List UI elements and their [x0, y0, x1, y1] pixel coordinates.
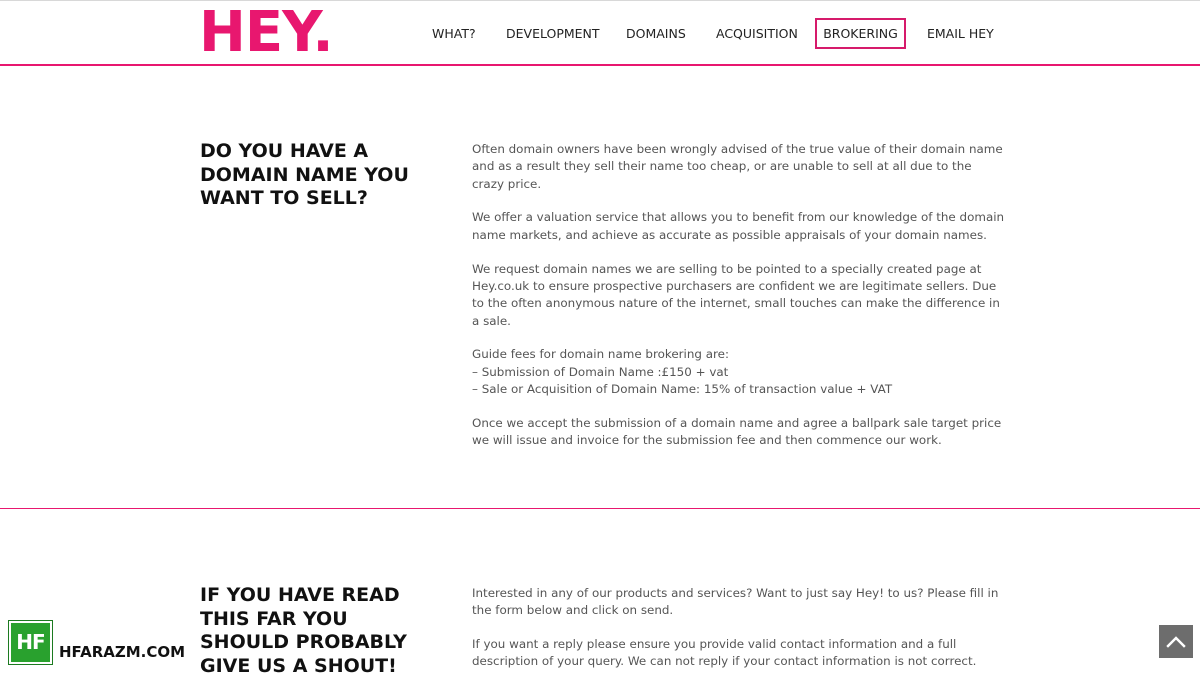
- fees-paragraph: Guide fees for domain name brokering are: – Submission of Domain Name :£150 + vat – Sale or Acquisition of Domain Name: 15% of transaction value + VAT: [472, 347, 893, 397]
- nav-email-hey[interactable]: EMAIL HEY: [927, 26, 994, 41]
- nav-development[interactable]: DEVELOPMENT: [506, 26, 600, 41]
- paragraph: We request domain names we are selling to be pointed to a specially created page at Hey.co.uk to ensure prospective purchasers are confident we are legitimate sellers. Due to the often anonymous nature of the internet, small touches can make the difference in a sale.: [472, 261, 1000, 328]
- watermark-badge: HF: [9, 621, 52, 664]
- main-nav: [0, 18, 1200, 49]
- chevron-up-icon: [1159, 625, 1193, 658]
- section-heading-contact: IF YOU HAVE READ THIS FAR YOU SHOULD PROBABLY GIVE US A SHOUT!: [200, 584, 407, 677]
- paragraph: Interested in any of our products and services? Want to just say Hey! to us? Please fill in the form below and click on send.: [472, 586, 999, 618]
- nav-brokering[interactable]: BROKERING: [815, 18, 906, 49]
- nav-domains[interactable]: DOMAINS: [626, 26, 686, 41]
- paragraph: Once we accept the submission of a domain name and agree a ballpark sale target price we will issue and invoice for the submission fee and then commence our work.: [472, 415, 1002, 448]
- section-body-contact: [472, 585, 1007, 687]
- site-header: [0, 0, 1200, 66]
- nav-acquisition[interactable]: ACQUISITION: [716, 26, 798, 41]
- paragraph: Often domain owners have been wrongly advised of the true value of their domain name and as a result they sell their name too cheap, or are unable to sell at all due to the crazy price.: [472, 142, 1003, 191]
- section-divider: [0, 508, 1200, 509]
- section-body-sell: [472, 141, 1007, 466]
- paragraph: We offer a valuation service that allows you to benefit from our knowledge of the domain name markets, and achieve as accurate as possible appraisals of your domain names.: [472, 210, 1005, 242]
- back-to-top-button[interactable]: [1159, 625, 1193, 658]
- logo[interactable]: HEY.: [199, 0, 333, 65]
- section-heading-sell: DO YOU HAVE A DOMAIN NAME YOU WANT TO SELL?: [200, 140, 409, 209]
- nav-what[interactable]: WHAT?: [432, 26, 476, 41]
- paragraph: If you want a reply please ensure you provide valid contact information and a full description of your query. We can not reply if your contact information is not correct.: [472, 637, 977, 669]
- watermark-text: HFARAZM.COM: [59, 643, 186, 661]
